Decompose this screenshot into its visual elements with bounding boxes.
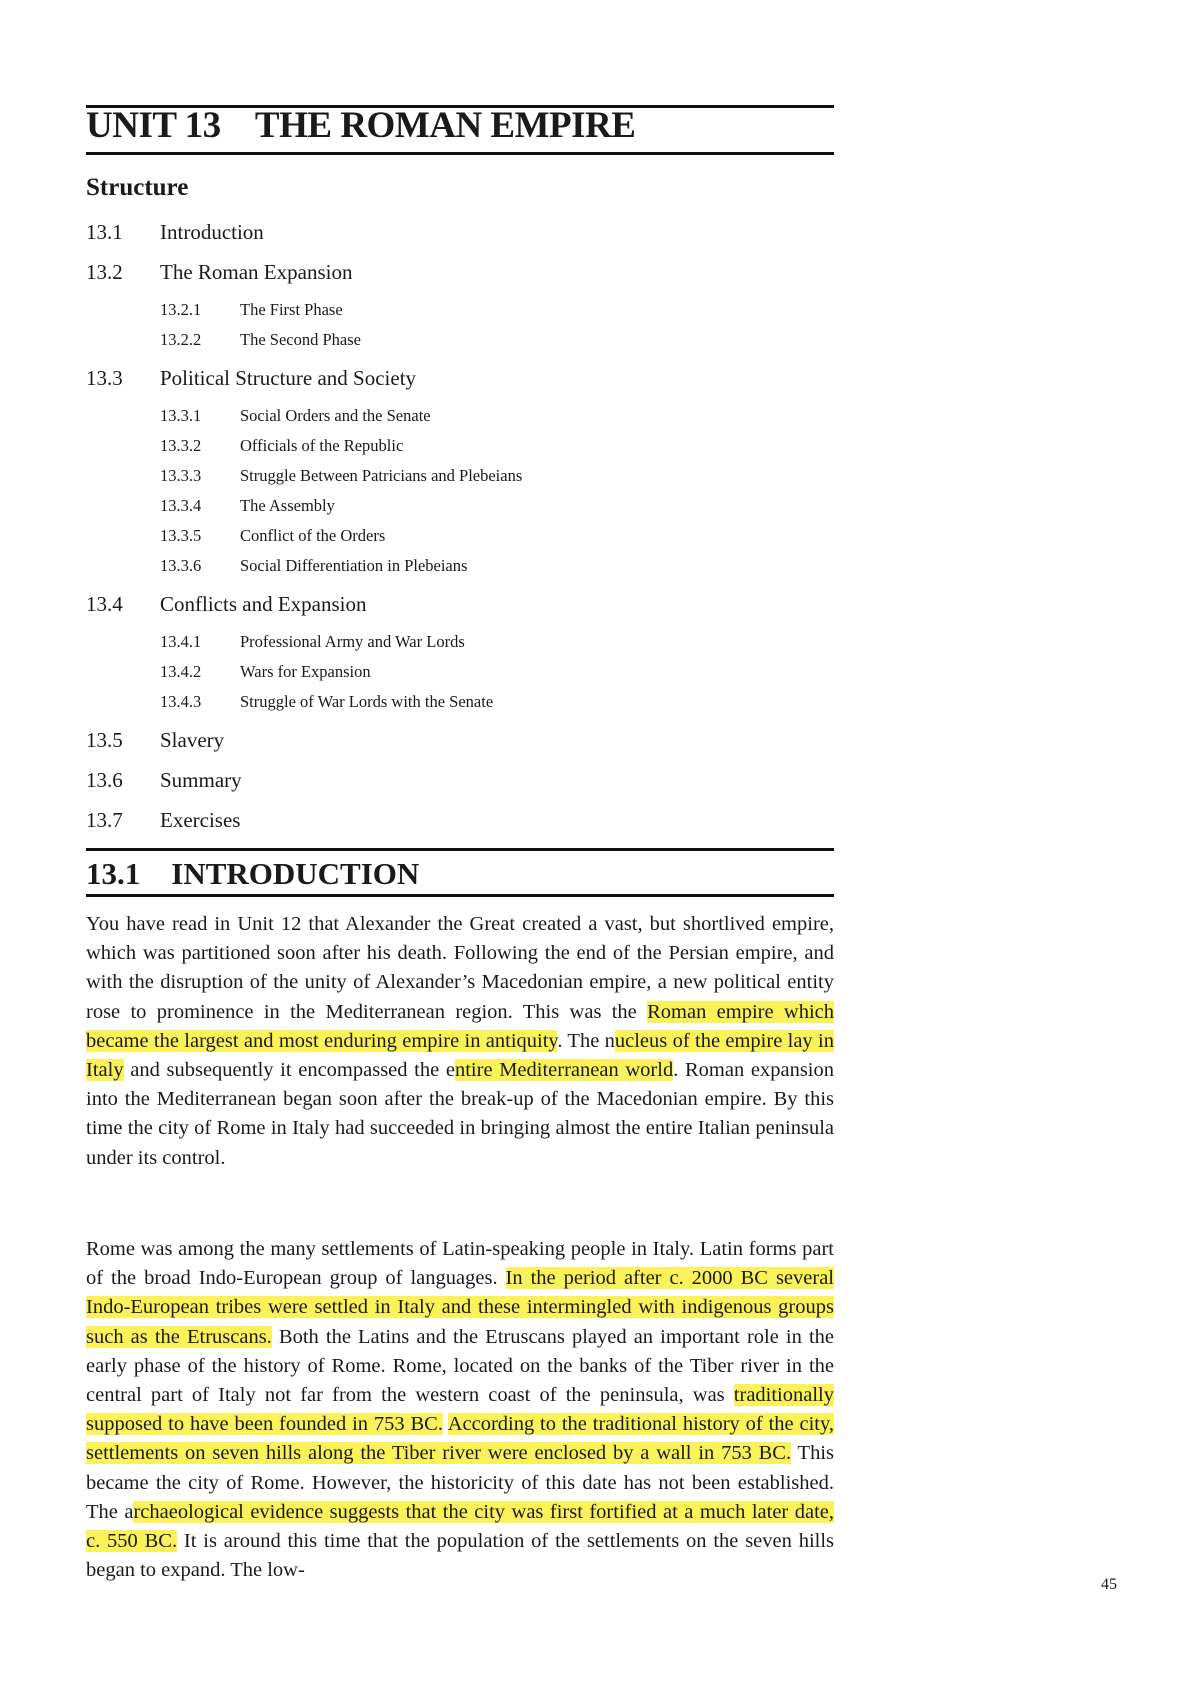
body-text: Rome was among the many settlements of Latin-speaking people in Italy. Latin forms part of the broad Indo-European group of languages. bbox=[86, 1238, 834, 1290]
toc-subentry bbox=[86, 496, 834, 526]
toc-entry-number: 13.7 bbox=[86, 808, 123, 832]
toc-subentry-title: Conflict of the Orders bbox=[240, 526, 386, 545]
section-bottom-rule bbox=[86, 894, 834, 897]
toc-subentry bbox=[86, 632, 834, 662]
toc-subentry-number: 13.3.5 bbox=[160, 526, 202, 545]
toc-subentry-number: 13.3.2 bbox=[160, 436, 202, 455]
toc-subentry-number: 13.4.1 bbox=[160, 632, 202, 651]
toc-subentry-title: Professional Army and War Lords bbox=[240, 632, 465, 651]
toc-subentry-number: 13.4.2 bbox=[160, 662, 202, 681]
toc-subentry-number: 13.2.2 bbox=[160, 330, 202, 349]
table-of-contents bbox=[86, 220, 834, 848]
section-heading: 13.1 INTRODUCTION bbox=[86, 856, 420, 891]
toc-entry bbox=[86, 220, 834, 260]
body-text: This became the city of Rome. However, the historicity of this date has not been established. The a bbox=[86, 1442, 834, 1523]
toc-subentry bbox=[86, 300, 834, 330]
body-text: Both the Latins and the Etruscans played an important role in the early phase of the history of Rome. Rome, located on the banks of the Tiber river in the central part of Italy not far from the western coast of the peninsula, was bbox=[86, 1325, 834, 1407]
toc-entry-number: 13.2 bbox=[86, 260, 123, 284]
highlighted-text: rchaeological evidence suggests that the city was first fortified at a much later date, c. 550 BC. bbox=[86, 1500, 834, 1553]
toc-subentry bbox=[86, 692, 834, 722]
paragraph-2 bbox=[86, 1235, 834, 1585]
toc-entry bbox=[86, 728, 834, 768]
toc-subentry bbox=[86, 526, 834, 556]
section-top-rule bbox=[86, 848, 834, 851]
toc-subentry-title: The Second Phase bbox=[240, 330, 361, 349]
body-text: You have read in Unit 12 that Alexander the Great created a vast, but shortlived empire, which was partitioned soon after his death. Following the end of the Persian empire, and with the disruption of the unity of Alexander’s Macedonian empire, a new political entity rose to prominence in the Mediterranean region. This was the bbox=[86, 913, 834, 1023]
toc-entry-title: Conflicts and Expansion bbox=[160, 592, 367, 616]
highlighted-text: traditionally supposed to have been founded in 753 BC. bbox=[86, 1384, 834, 1436]
toc-entry-title: Introduction bbox=[160, 220, 264, 244]
toc-subentry-number: 13.3.4 bbox=[160, 496, 202, 515]
toc-entry-title: The Roman Expansion bbox=[160, 260, 353, 284]
toc-subentry bbox=[86, 330, 834, 360]
toc-subentry-title: Struggle Between Patricians and Plebeians bbox=[240, 466, 523, 485]
toc-subentry-title: Social Differentiation in Plebeians bbox=[240, 556, 468, 575]
unit-title: UNIT 13 THE ROMAN EMPIRE bbox=[86, 105, 636, 146]
body-text: . Roman expansion into the Mediterranean began soon after the break-up of the Macedonian empire. By this time the city of Rome in Italy had succeeded in bringing almost the entire Italian peninsula under its control. bbox=[86, 1059, 834, 1169]
toc-subentry-number: 13.2.1 bbox=[160, 300, 202, 319]
toc-subentry-number: 13.4.3 bbox=[160, 692, 202, 711]
toc-entry-number: 13.5 bbox=[86, 728, 123, 752]
toc-entry-title: Exercises bbox=[160, 808, 241, 832]
title-bottom-rule bbox=[86, 152, 834, 155]
toc-entry-title: Summary bbox=[160, 768, 242, 792]
toc-subentry bbox=[86, 406, 834, 436]
toc-subentry-title: Social Orders and the Senate bbox=[240, 406, 431, 425]
body-text: . The n bbox=[557, 1029, 615, 1052]
toc-subentry-title: Struggle of War Lords with the Senate bbox=[240, 692, 494, 711]
toc-entry-number: 13.4 bbox=[86, 592, 123, 616]
toc-subentry-title: Wars for Expansion bbox=[240, 662, 371, 681]
toc-entry bbox=[86, 808, 834, 848]
toc-subentry-title: The Assembly bbox=[240, 496, 335, 515]
highlighted-text: ntire Mediterranean world bbox=[454, 1059, 674, 1082]
body-text: It is around this time that the population of the settlements on the seven hills began to expand. The low- bbox=[86, 1530, 835, 1582]
toc-subentry-number: 13.3.6 bbox=[160, 556, 202, 575]
toc-entry-number: 13.6 bbox=[86, 768, 123, 792]
toc-subentry-number: 13.3.3 bbox=[160, 466, 202, 485]
paragraph-1 bbox=[86, 910, 834, 1173]
body-text: and subsequently it encompassed the e bbox=[123, 1059, 455, 1082]
structure-heading: Structure bbox=[86, 174, 189, 201]
toc-entry bbox=[86, 592, 834, 632]
toc-entry bbox=[86, 768, 834, 808]
highlighted-text: ucleus of the empire lay in Italy bbox=[86, 1029, 834, 1082]
highlighted-text: In the period after c. 2000 BC several Indo-European tribes were settled in Italy and these intermingled with indigenous groups such as the Etruscans. bbox=[86, 1267, 834, 1348]
toc-entry-number: 13.1 bbox=[86, 220, 123, 244]
toc-entry-title: Political Structure and Society bbox=[160, 366, 417, 390]
toc-entry-title: Slavery bbox=[160, 728, 225, 752]
toc-entry bbox=[86, 260, 834, 300]
toc-subentry-title: Officials of the Republic bbox=[240, 436, 404, 455]
toc-entry-number: 13.3 bbox=[86, 366, 123, 390]
body-text bbox=[443, 1413, 448, 1435]
highlighted-text: Roman empire which became the largest and most enduring empire in antiquity bbox=[86, 1000, 834, 1052]
toc-subentry bbox=[86, 556, 834, 586]
page-number: 45 bbox=[1101, 1576, 1117, 1593]
toc-subentry-number: 13.3.1 bbox=[160, 406, 202, 425]
toc-subentry-title: The First Phase bbox=[240, 300, 343, 319]
toc-entry bbox=[86, 366, 834, 406]
toc-subentry bbox=[86, 466, 834, 496]
toc-subentry bbox=[86, 662, 834, 692]
highlighted-text: According to the traditional history of the city, settlements on seven hills along the Tiber river were enclosed by a wall in 753 BC. bbox=[86, 1413, 835, 1465]
toc-subentry bbox=[86, 436, 834, 466]
